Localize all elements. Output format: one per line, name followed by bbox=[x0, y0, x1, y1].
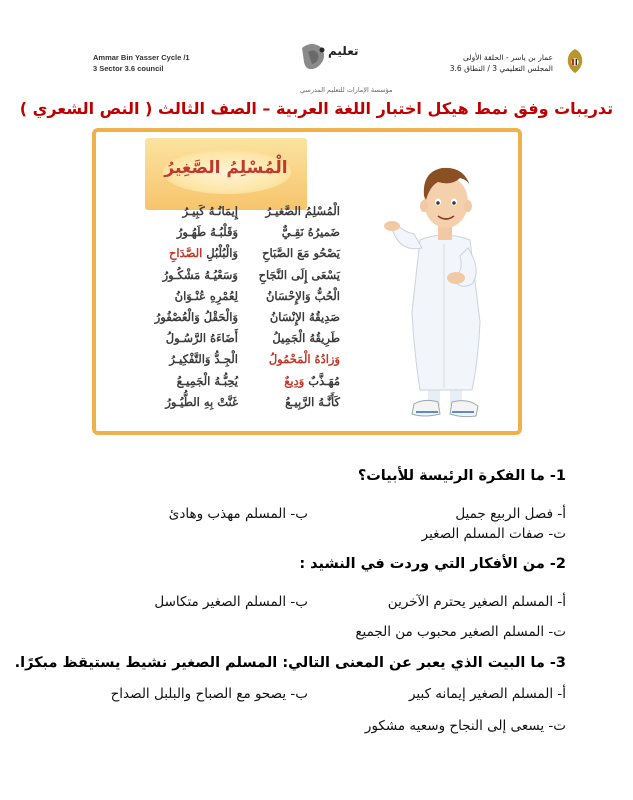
first-hemistich bbox=[272, 331, 340, 345]
second-hemistich-text: غَنَّتْ بِهِ الطُّيُـورُ bbox=[165, 394, 238, 409]
first-hemistich bbox=[269, 352, 340, 366]
first-hemistich-text: طَرِيقُهُ الْجَمِيلُ bbox=[272, 331, 340, 346]
question-2-option: أ- المسلم الصغير يحترم الآخرين bbox=[387, 594, 566, 610]
second-hemistich bbox=[169, 246, 238, 260]
second-hemistich bbox=[177, 374, 238, 388]
poem-line bbox=[140, 246, 340, 267]
poem-line bbox=[140, 352, 340, 373]
second-hemistich-text: أَضَاءَهُ الرَّسُـولُ bbox=[165, 331, 238, 346]
first-hemistich-highlight: وَزادُهُ الْمَحْمُولُ bbox=[268, 352, 340, 367]
poem-line bbox=[140, 374, 340, 395]
second-hemistich bbox=[163, 268, 238, 282]
first-hemistich bbox=[284, 374, 340, 388]
first-hemistich-text: مُهَـذَّبٌ bbox=[304, 373, 340, 388]
second-hemistich-text: يُحِبُّـهُ الْجَمِيـعُ bbox=[176, 373, 238, 388]
header-right-line2: المجلس التعليمي 3 / النطاق 3.6 bbox=[449, 64, 553, 73]
first-hemistich-text: الْحُبُّ وَالإِحْسَانُ bbox=[265, 288, 340, 303]
poem-line bbox=[140, 331, 340, 352]
poem-line bbox=[140, 310, 340, 331]
question-1-text: 1- ما الفكرة الرئيسة للأبيات؟ bbox=[357, 468, 566, 484]
question-3-text: 3- ما البيت الذي يعبر عن المعنى التالي: المسلم الصغير نشيط يستيقظ مبكرًا. bbox=[14, 655, 566, 671]
first-hemistich bbox=[266, 204, 340, 218]
boy-illustration bbox=[380, 152, 505, 427]
poem-line bbox=[140, 225, 340, 246]
first-hemistich bbox=[285, 395, 340, 409]
poem-line bbox=[140, 204, 340, 225]
question-2-option: ت- المسلم الصغير محبوب من الجميع bbox=[355, 624, 566, 640]
header-left-line2: 3 Sector 3.6 council bbox=[93, 64, 164, 73]
second-hemistich-text: لِعُمْرِهِ عُنْـوَانُ bbox=[174, 288, 238, 303]
first-hemistich-text: صَدِيقُهُ الإِنْسَانُ bbox=[269, 309, 340, 324]
poem-verses bbox=[140, 204, 340, 416]
first-hemistich bbox=[270, 310, 340, 324]
question-3-option: أ- المسلم الصغير إيمانه كبير bbox=[408, 686, 566, 702]
second-hemistich bbox=[166, 331, 238, 345]
uae-emblem-icon bbox=[565, 48, 585, 74]
school-name-english bbox=[93, 52, 190, 74]
question-1-option: ب- المسلم مهذب وهادئ bbox=[168, 506, 308, 522]
second-hemistich-highlight: الصَّدَاحِ bbox=[168, 246, 203, 261]
second-hemistich-text: إِيمَانُـهُ كَبِيـرُ bbox=[182, 204, 238, 218]
question-1-option: أ- فصل الربيع جميل bbox=[455, 506, 566, 522]
second-hemistich-text: الْجِـدُّ وَالتَّفْكِيـرُ bbox=[169, 352, 238, 367]
question-2-text: 2- من الأفكار التي وردت في النشيد : bbox=[299, 556, 566, 572]
second-hemistich-text: وَقَلْبُـهُ طَهُـورُ bbox=[176, 225, 238, 240]
first-hemistich bbox=[266, 289, 340, 303]
question-3-option: ت- يسعى إلى النجاح وسعيه مشكور bbox=[364, 718, 566, 734]
second-hemistich-text: وَسَعْيُـهُ مَشْكُـورُ bbox=[162, 267, 238, 282]
logo-name: تعليم bbox=[328, 44, 359, 58]
school-name-arabic bbox=[450, 52, 553, 74]
first-hemistich bbox=[262, 246, 340, 260]
page-title: تدريبات وفق نمط هيكل اختبار اللغة العربية – الصف الثالث ( النص الشعري ) bbox=[19, 99, 614, 118]
second-hemistich-text: وَالْبُلْبُلِ bbox=[202, 246, 238, 261]
second-hemistich bbox=[165, 395, 238, 409]
header-left-line1: Ammar Bin Yasser Cycle /1 bbox=[93, 53, 190, 62]
first-hemistich-text: الْمُسْلِمُ الصَّغيـرُ bbox=[265, 204, 340, 218]
second-hemistich-text: وَالْحَقْلُ وَالْعُصْفُورُ bbox=[154, 309, 238, 324]
second-hemistich bbox=[183, 204, 238, 218]
poem-line bbox=[140, 268, 340, 289]
second-hemistich bbox=[169, 352, 238, 366]
question-2-option: ب- المسلم الصغير متكاسل bbox=[154, 594, 308, 610]
first-hemistich-text: ضَميرُهُ نَقِـيٌّ bbox=[281, 225, 340, 240]
first-hemistich-text: كَأَنَّـهُ الرَّبِيـعُ bbox=[285, 394, 340, 409]
first-hemistich bbox=[282, 225, 340, 239]
poem-line bbox=[140, 395, 340, 416]
header-right-line1: عمار بن ياسر - الحلقة الأولى bbox=[463, 53, 553, 62]
first-hemistich bbox=[259, 268, 340, 282]
logo-subtitle: مؤسسة الإمارات للتعليم المدرسي bbox=[300, 86, 393, 94]
second-hemistich bbox=[177, 225, 238, 239]
second-hemistich bbox=[155, 310, 238, 324]
first-hemistich-text: يَسْعَى إِلَى النَّجَاحِ bbox=[258, 267, 340, 282]
question-3-option: ب- يصحو مع الصباح والبلبل الصداح bbox=[110, 686, 308, 702]
first-hemistich-text: يَصْحُو مَعَ الصَّبَاحِ bbox=[262, 246, 340, 261]
question-1-option: ت- صفات المسلم الصغير bbox=[421, 526, 566, 542]
poem-line bbox=[140, 289, 340, 310]
poem-title: الْمُسْلِمُ الصَّغِيرُ bbox=[164, 158, 288, 178]
first-hemistich-highlight: وَدِيعٌ bbox=[284, 373, 305, 388]
second-hemistich bbox=[175, 289, 238, 303]
